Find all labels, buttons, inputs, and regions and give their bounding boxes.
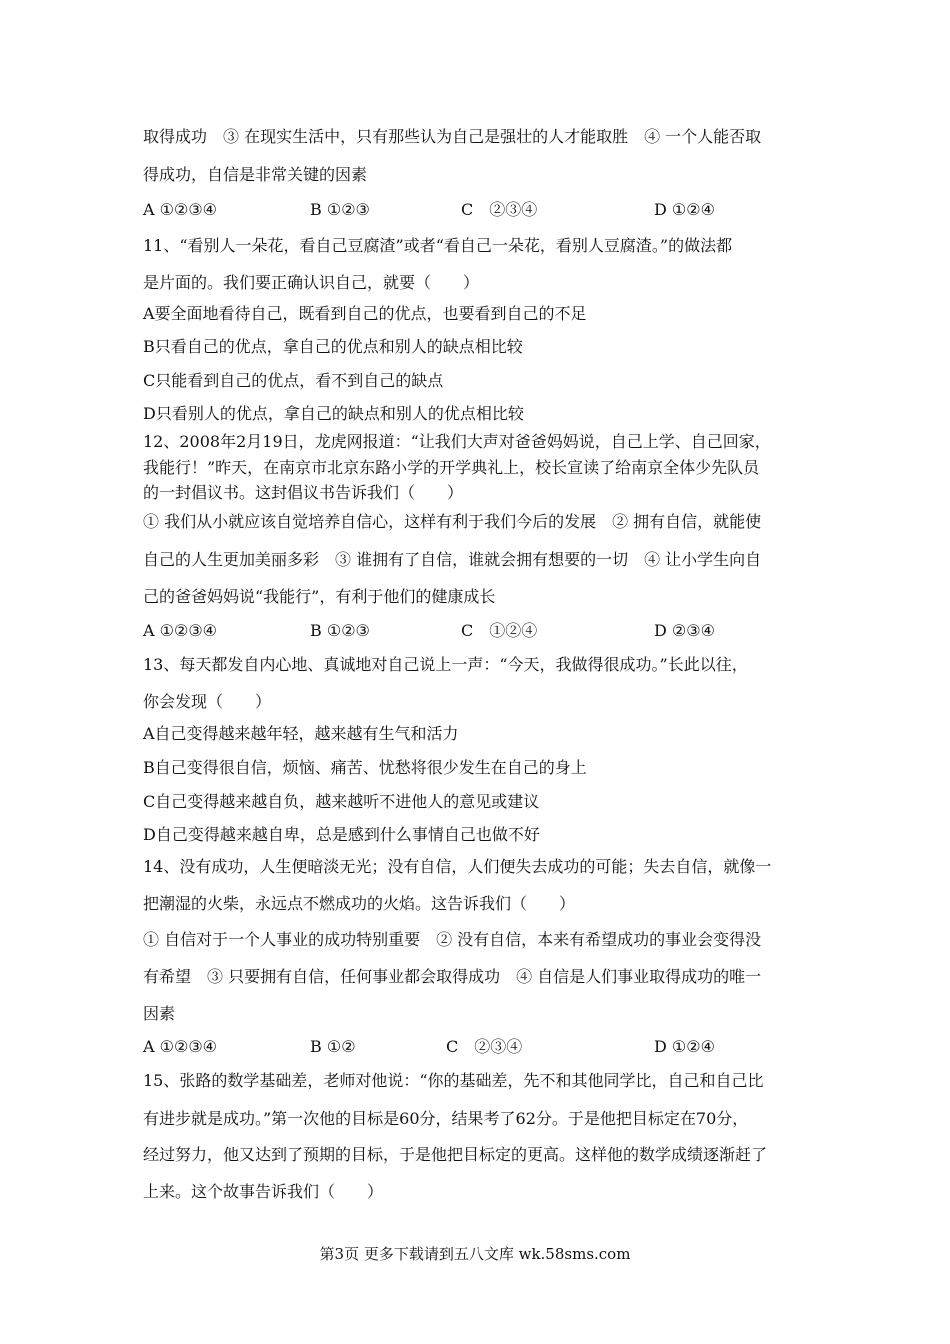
q10-option-b: B ①②③ bbox=[310, 200, 370, 219]
q14-option-d: D ①②④ bbox=[654, 1037, 715, 1056]
q11-option-b: B只看自己的优点，拿自己的优点和别人的缺点相比较 bbox=[143, 337, 523, 356]
q13-option-c: C自己变得越来越自负，越来越听不进他人的意见或建议 bbox=[143, 792, 540, 811]
q12-option-c: C ①②④ bbox=[461, 621, 538, 640]
q15-stem-line-2: 有进步就是成功。”第一次他的目标是60分，结果考了62分。于是他把目标定在70分， bbox=[143, 1109, 749, 1128]
q13-option-b: B自己变得很自信，烦恼、痛苦、忧愁将很少发生在自己的身上 bbox=[143, 758, 587, 777]
q11-option-c: C只能看到自己的优点，看不到自己的缺点 bbox=[143, 371, 444, 390]
q12-stem-line-3: 的一封倡议书。这封倡议书告诉我们（ ） bbox=[143, 483, 464, 502]
q13-stem-line-2: 你会发现（ ） bbox=[143, 692, 272, 711]
q14-option-a: A ①②③④ bbox=[143, 1037, 218, 1056]
q12-option-b: B ①②③ bbox=[310, 621, 370, 640]
q11-option-a: A要全面地看待自己，既看到自己的优点，也要看到自己的不足 bbox=[143, 304, 587, 323]
q12-statement-line-1: ① 我们从小就应该自觉培养自信心，这样有利于我们今后的发展 ② 拥有自信，就能使 bbox=[143, 512, 762, 531]
q10-continuation-line-1: 取得成功 ③ 在现实生活中，只有那些认为自己是强壮的人才能取胜 ④ 一个人能否取 bbox=[143, 127, 762, 146]
q11-stem-line-1: 11、“看别人一朵花，看自己豆腐渣”或者“看自己一朵花，看别人豆腐渣。”的做法都 bbox=[143, 236, 733, 255]
q12-stem-line-1: 12、2008年2月19日，龙虎网报道：“让我们大声对爸爸妈妈说，自己上学、自己回家， bbox=[143, 432, 771, 451]
q12-statement-line-3: 己的爸爸妈妈说“我能行”，有利于他们的健康成长 bbox=[143, 587, 496, 606]
q11-option-d: D只看别人的优点，拿自己的缺点和别人的优点相比较 bbox=[143, 404, 524, 423]
q12-option-d: D ②③④ bbox=[654, 621, 715, 640]
q12-statement-line-2: 自己的人生更加美丽多彩 ③ 谁拥有了自信，谁就会拥有想要的一切 ④ 让小学生向自 bbox=[143, 550, 762, 569]
q14-stem-line-2: 把潮湿的火柴，永远点不燃成功的火焰。这告诉我们（ ） bbox=[143, 894, 576, 913]
q12-option-a: A ①②③④ bbox=[143, 621, 218, 640]
q12-stem-line-2: 我能行！”昨天，在南京市北京东路小学的开学典礼上，校长宣读了给南京全体少先队员 bbox=[143, 458, 760, 477]
q15-stem-line-1: 15、张路的数学基础差，老师对他说：“你的基础差，先不和其他同学比，自己和自己比 bbox=[143, 1071, 764, 1090]
q14-stem-line-1: 14、没有成功，人生便暗淡无光；没有自信，人们便失去成功的可能；失去自信，就像一 bbox=[143, 857, 772, 876]
q10-option-c: C ②③④ bbox=[461, 200, 538, 219]
q14-statement-line-2: 有希望 ③ 只要拥有自信，任何事业都会取得成功 ④ 自信是人们事业取得成功的唯一 bbox=[143, 967, 762, 986]
q13-stem-line-1: 13、每天都发自内心地、真诚地对自己说上一声：“今天，我做得很成功。”长此以往， bbox=[143, 655, 748, 674]
q10-continuation-line-2: 得成功，自信是非常关键的因素 bbox=[143, 165, 368, 184]
q10-option-d: D ①②④ bbox=[654, 200, 715, 219]
q11-stem-line-2: 是片面的。我们要正确认识自己，就要（ ） bbox=[143, 273, 480, 292]
q14-option-b: B ①② bbox=[310, 1037, 356, 1056]
q15-stem-line-3: 经过努力，他又达到了预期的目标，于是他把目标定的更高。这样他的数学成绩逐渐赶了 bbox=[143, 1145, 768, 1164]
q10-option-a: A ①②③④ bbox=[143, 200, 218, 219]
q15-stem-line-4: 上来。这个故事告诉我们（ ） bbox=[143, 1182, 384, 1201]
q13-option-d: D自己变得越来越自卑，总是感到什么事情自己也做不好 bbox=[143, 825, 540, 844]
q14-statement-line-1: ① 自信对于一个人事业的成功特别重要 ② 没有自信，本来有希望成功的事业会变得没 bbox=[143, 930, 762, 949]
page-footer: 第3页 更多下载请到五八文库 wk.58sms.com bbox=[319, 1245, 631, 1263]
q13-option-a: A自己变得越来越年轻，越来越有生气和活力 bbox=[143, 724, 459, 743]
q14-statement-line-3: 因素 bbox=[143, 1004, 176, 1023]
q14-option-c: C ②③④ bbox=[446, 1037, 523, 1056]
